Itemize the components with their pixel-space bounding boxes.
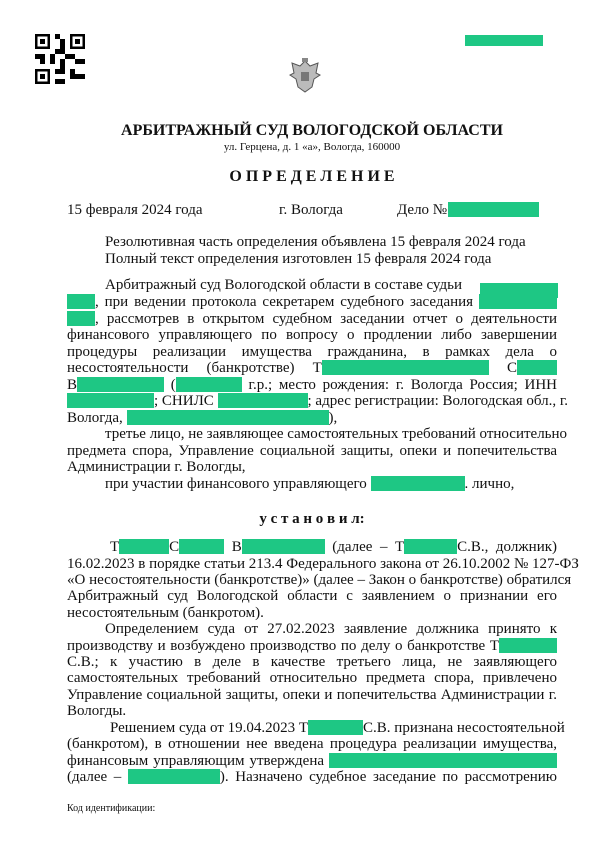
redaction-block — [67, 393, 154, 408]
redaction-block — [517, 360, 557, 375]
redaction-block — [448, 202, 539, 217]
text-line: финансовым управляющим утверждена — [67, 753, 557, 770]
text-line: при участии финансового управляющего . лично, — [105, 476, 515, 492]
redaction-block — [119, 539, 169, 554]
redaction-block — [67, 311, 95, 326]
text-line: (банкротом), в отношении нее введена процедура реализации имущества, — [67, 736, 557, 752]
text-line: Решением суда от 19.04.2023 Т С.В. признана несостоятельной — [110, 720, 565, 736]
redaction-block — [371, 476, 465, 491]
text-line: Арбитражный суд Вологодской области в составе судьи — [105, 277, 462, 293]
redaction-block — [329, 753, 557, 768]
intro-line: Полный текст определения изготовлен 15 февраля 2024 года — [105, 251, 492, 267]
redaction-block — [128, 769, 220, 784]
qr-code — [35, 34, 85, 84]
redaction-block — [308, 720, 363, 735]
text-line: , рассмотрев в открытом судебном заседании отчет о деятельности — [67, 311, 557, 328]
text-line: производству и возбуждено производство по делу о банкротстве Т — [67, 638, 557, 655]
identification-code-label: Код идентификации: — [67, 803, 156, 814]
redaction-block — [77, 377, 164, 392]
document-type: О П Р Е Д Е Л Е Н И Е — [229, 168, 395, 185]
text-line: , при ведении протокола секретарем судебного заседания — [67, 294, 557, 311]
text-line: В ( г.р.; место рождения: г. Вологда Россия; ИНН — [67, 377, 558, 393]
redaction-block — [242, 539, 325, 554]
court-address: ул. Герцена, д. 1 «а», Вологда, 160000 — [223, 141, 401, 153]
text-line: финансового управляющего по вопросу о продлении либо завершении — [67, 327, 557, 343]
text-line: Т С В (далее – Т С.В., должник) — [110, 539, 558, 555]
text-line: Определением суда от 27.02.2023 заявление должника принято к — [105, 621, 557, 637]
text-line: 16.02.2023 в порядке статьи 213.4 Федерального закона от 26.10.2002 № 127-ФЗ — [67, 556, 579, 572]
text-line: С.В.; к участию в деле в качестве третьего лица, не заявляющего — [67, 654, 557, 670]
text-line: «О несостоятельности (банкротстве)» (далее – Закон о банкротстве) обратился — [67, 572, 572, 588]
intro-line: Резолютивная часть определения объявлена 15 февраля 2024 года — [105, 234, 526, 250]
redaction-block — [67, 294, 95, 309]
redaction-block — [127, 410, 329, 425]
redaction-block — [218, 393, 308, 408]
section-heading: у с т а н о в и л: — [259, 511, 365, 527]
text-line: несостоятельным (банкротом). — [67, 605, 264, 621]
case-label: Дело № — [397, 202, 448, 218]
text-line: Арбитражный суд Вологодской области с заявлением о признании его — [67, 588, 557, 604]
redaction-block — [404, 539, 457, 554]
redaction-block — [179, 539, 224, 554]
text-line: Вологды. — [67, 703, 127, 719]
text-line: Администрации г. Вологды, — [67, 459, 246, 475]
redaction-block — [322, 360, 489, 375]
text-line: предмета спора, Управление социальной защиты, опеки и попечительства — [67, 443, 557, 459]
court-name: АРБИТРАЖНЫЙ СУД ВОЛОГОДСКОЙ ОБЛАСТИ — [121, 122, 503, 139]
redaction-block — [465, 35, 543, 46]
text-line: третье лицо, не заявляющее самостоятельных требований относительно — [105, 426, 568, 442]
city: г. Вологда — [279, 202, 343, 218]
text-line: процедуры реализации имущества гражданина, в рамках дела о — [67, 344, 557, 360]
coat-of-arms-emblem — [288, 57, 322, 95]
decision-date: 15 февраля 2024 года — [67, 202, 203, 218]
redaction-block — [499, 638, 557, 653]
text-line: несостоятельности (банкротстве) Т С — [67, 360, 557, 377]
redaction-block — [479, 294, 557, 309]
text-line: ; СНИЛС ; адрес регистрации: Вологодская обл., г. — [67, 393, 557, 410]
date-line — [67, 202, 557, 219]
text-line: Вологда, ), — [67, 410, 338, 426]
redaction-block — [176, 377, 242, 392]
text-line: самостоятельных требований относительно предмета спора, привлечено — [67, 670, 557, 686]
text-line: Управление социальной защиты, опеки и попечительства Администрации г. — [67, 687, 557, 703]
text-line: (далее – ). Назначено судебное заседание по рассмотрению — [67, 769, 557, 785]
